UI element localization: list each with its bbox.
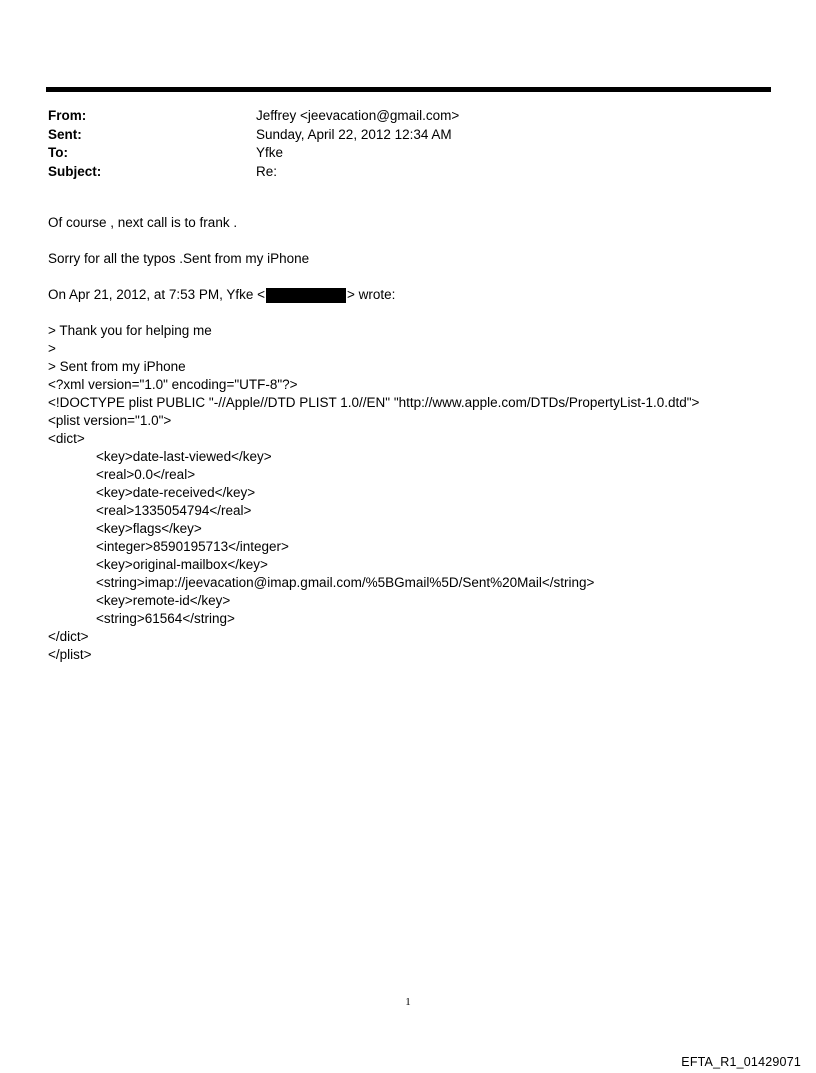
plist-line: <real>1335054794</real>	[96, 503, 252, 518]
body-line-1: Of course , next call is to frank .	[48, 215, 238, 230]
attribution-prefix: On Apr 21, 2012, at 7:53 PM, Yfke <	[48, 287, 266, 302]
plist-line: </plist>	[48, 647, 92, 662]
plist-line: <plist version="1.0">	[48, 413, 172, 428]
plist-line: <key>original-mailbox</key>	[96, 557, 268, 572]
plist-line: <key>date-received</key>	[96, 485, 256, 500]
plist-line: <key>flags</key>	[96, 521, 202, 536]
plist-line: <key>remote-id</key>	[96, 593, 231, 608]
sent-value: Sunday, April 22, 2012 12:34 AM	[256, 126, 452, 142]
plist-line: </dict>	[48, 629, 89, 644]
attribution-suffix: > wrote:	[347, 287, 396, 302]
header-rule	[46, 87, 771, 92]
from-value: Jeffrey <jeevacation@gmail.com>	[256, 108, 460, 123]
plist-line: <dict>	[48, 431, 85, 446]
to-value: Yfke	[256, 145, 284, 160]
plist-line: <string>61564</string>	[96, 611, 235, 626]
sent-row	[48, 126, 459, 145]
subject-row	[48, 163, 459, 182]
from-row	[48, 107, 459, 126]
to-label: To:	[48, 145, 68, 160]
quoted-line: >	[48, 341, 56, 356]
plist-line: <key>date-last-viewed</key>	[96, 449, 272, 464]
plist-line: <!DOCTYPE plist PUBLIC "-//Apple//DTD PLIST 1.0//EN" "http://www.apple.com/DTDs/PropertyList-1.0.dtd">	[48, 395, 700, 410]
plist-line: <?xml version="1.0" encoding="UTF-8"?>	[48, 377, 298, 392]
spacer	[48, 268, 699, 286]
document-id: EFTA_R1_01429071	[681, 1055, 801, 1069]
plist-line: <integer>8590195713</integer>	[96, 539, 289, 554]
email-body	[48, 214, 699, 664]
sent-label: Sent:	[48, 126, 82, 142]
email-header	[48, 107, 459, 181]
spacer	[48, 232, 699, 250]
plist-line: <string>imap://jeevacation@imap.gmail.com/%5BGmail%5D/Sent%20Mail</string>	[96, 575, 595, 590]
page-number: 1	[405, 996, 411, 1008]
quoted-line: > Sent from my iPhone	[48, 359, 186, 374]
redaction-box	[266, 288, 346, 303]
body-line-2: Sorry for all the typos .Sent from my iPhone	[48, 251, 310, 266]
plist-line: <real>0.0</real>	[96, 467, 196, 482]
to-row	[48, 144, 459, 163]
quoted-line: > Thank you for helping me	[48, 323, 212, 338]
from-label: From:	[48, 108, 87, 123]
spacer	[48, 304, 699, 322]
quote-attribution	[48, 286, 699, 304]
subject-value: Re:	[256, 163, 278, 179]
subject-label: Subject:	[48, 163, 102, 179]
